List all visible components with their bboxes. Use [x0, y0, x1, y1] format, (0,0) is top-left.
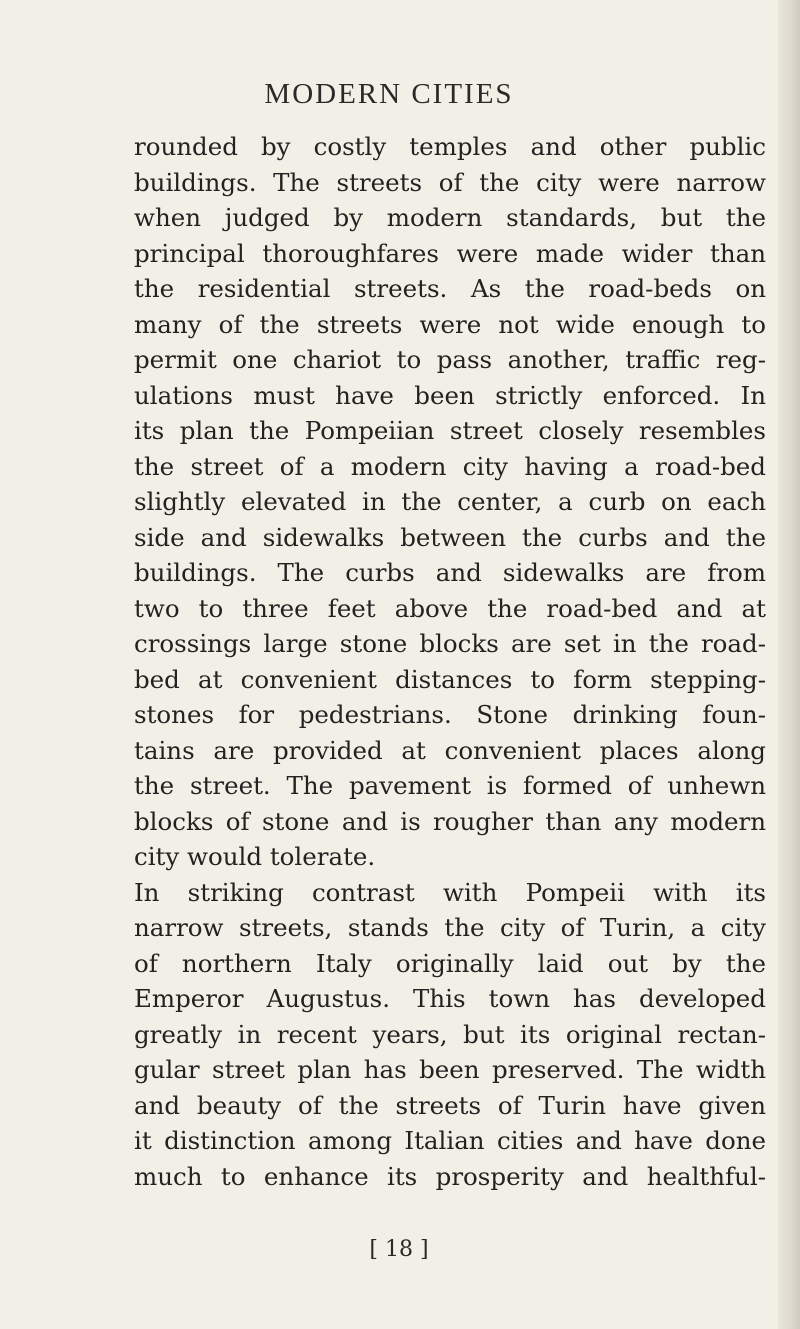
body-text: [134, 129, 766, 1194]
text-line: slightly elevated in the center, a curb on each: [134, 487, 766, 516]
text-line: and beauty of the streets of Turin have given: [134, 1090, 766, 1120]
text-line: much to enhance its prosperity and healthful-: [134, 1161, 766, 1191]
text-line: narrow streets, stands the city of Turin, a city: [134, 913, 766, 942]
text-line: the street. The pavement is formed of unhewn: [134, 771, 766, 800]
text-line: side and sidewalks between the curbs and the: [134, 522, 766, 552]
text-line: blocks of stone and is rougher than any modern: [134, 806, 766, 836]
text-line: stones for pedestrians. Stone drinking foun-: [134, 700, 766, 729]
page-edge-shadow: [778, 0, 800, 1329]
text-line: buildings. The curbs and sidewalks are from: [134, 558, 766, 587]
paragraph-end-line: city would tolerate.: [134, 842, 376, 871]
text-line: buildings. The streets of the city were narrow: [134, 167, 766, 197]
text-line: principal thoroughfares were made wider than: [134, 238, 766, 268]
text-line: greatly in recent years, but its original rectan-: [134, 1019, 766, 1049]
text-line: Emperor Augustus. This town has developed: [134, 984, 766, 1013]
text-line: when judged by modern standards, but the: [134, 203, 766, 232]
running-head: MODERN CITIES: [264, 78, 514, 110]
text-line: permit one chariot to pass another, traffic reg-: [134, 345, 766, 374]
text-line: many of the streets were not wide enough to: [134, 309, 766, 339]
text-line: gular street plan has been preserved. The width: [134, 1055, 766, 1084]
text-line: bed at convenient distances to form stepping-: [134, 664, 766, 694]
text-line: rounded by costly temples and other public: [134, 132, 766, 161]
text-line: crossings large stone blocks are set in the road-: [134, 629, 766, 658]
text-line: two to three feet above the road-bed and at: [134, 593, 766, 623]
paragraph-start-line: In striking contrast with Pompeii with its: [134, 877, 766, 907]
text-line: the residential streets. As the road-beds on: [134, 274, 766, 303]
text-line: its plan the Pompeiian street closely resembles: [134, 416, 766, 445]
page-number: [ 18 ]: [369, 1237, 429, 1262]
text-line: tains are provided at convenient places along: [134, 735, 766, 765]
text-line: of northern Italy originally laid out by the: [134, 948, 766, 978]
text-line: the street of a modern city having a road-bed: [134, 451, 766, 481]
text-line: it distinction among Italian cities and have done: [134, 1126, 766, 1155]
text-line: ulations must have been strictly enforced. In: [134, 380, 766, 410]
